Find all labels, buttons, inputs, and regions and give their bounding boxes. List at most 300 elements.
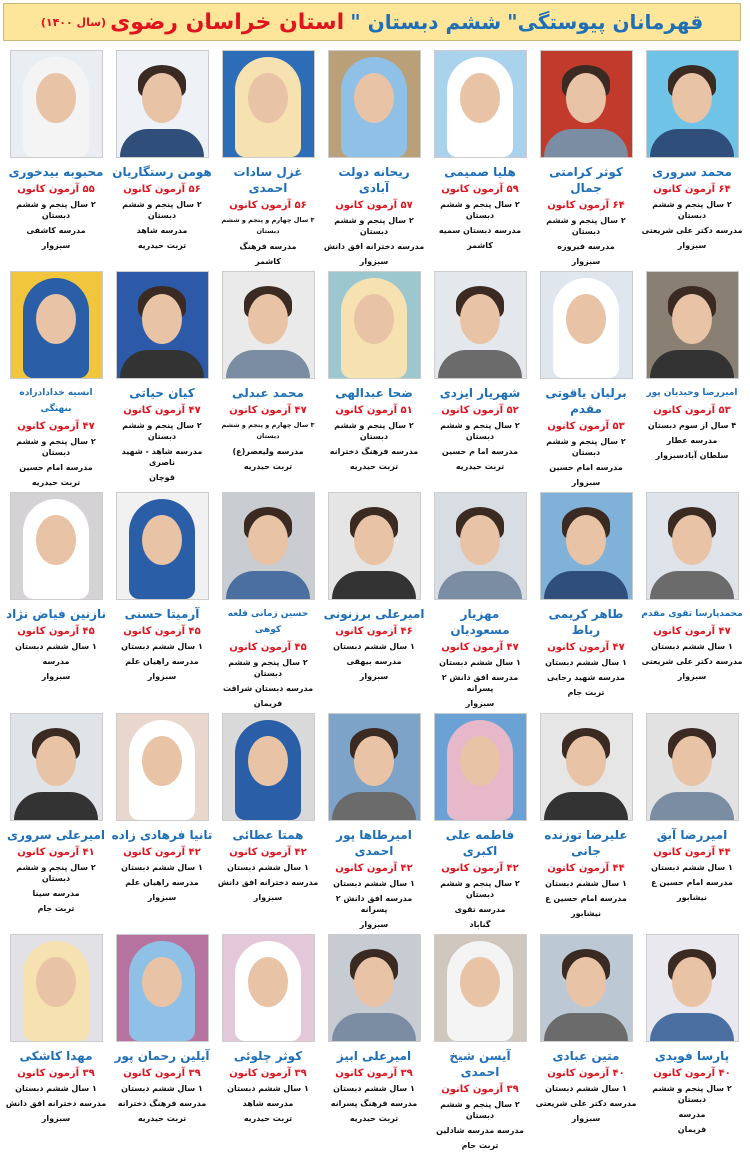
student-photo xyxy=(328,492,421,600)
exam-count: ۴۷ آزمون کانون xyxy=(123,405,201,416)
exam-count: ۴۲ آزمون کانون xyxy=(335,863,413,874)
exam-count: ۴۲ آزمون کانون xyxy=(441,863,519,874)
study-years: ۴ سال از سوم دبستان xyxy=(647,421,737,430)
student-name: غزل سادات احمدی xyxy=(233,165,303,195)
study-years: ۱ سال ششم دبستان xyxy=(333,642,415,651)
study-years: ۲ سال پنجم و ششم دبستان xyxy=(228,658,308,678)
student-photo xyxy=(10,492,103,600)
student-name: طاهر کریمی رباط xyxy=(548,607,624,637)
face-shape xyxy=(36,294,76,344)
student-photo xyxy=(116,271,209,379)
student-card xyxy=(639,50,745,271)
student-card xyxy=(215,271,321,492)
exam-count: ۵۵ آزمون کانون xyxy=(17,184,95,195)
student-name: مهزیار مسعودیان xyxy=(450,607,510,637)
exam-count: ۴۶ آزمون کانون xyxy=(335,626,413,637)
students-grid xyxy=(3,50,745,1155)
school-name: مدرسه افق دانش ۲ پسرانه xyxy=(441,673,519,693)
student-photo xyxy=(10,934,103,1042)
shoulders-shape xyxy=(120,129,204,157)
student-card xyxy=(533,934,639,1155)
exam-count: ۶۴ آزمون کانون xyxy=(547,200,625,211)
exam-count: ۴۷ آزمون کانون xyxy=(653,626,731,637)
student-card xyxy=(109,271,215,492)
face-shape xyxy=(354,73,394,123)
poster-title-banner xyxy=(3,3,741,41)
school-name: مدرسه کاشفی xyxy=(26,226,86,235)
student-name: امیرعلی سروری xyxy=(7,828,105,842)
city-name: تربت حیدریه xyxy=(455,462,505,471)
school-name: مدرسه فرهنگ دخترانه xyxy=(117,1099,207,1108)
student-name: متین عبادی xyxy=(552,1049,620,1063)
face-shape xyxy=(566,73,606,123)
student-photo xyxy=(540,934,633,1042)
school-name: مدرسه دکتر علی شریعتی xyxy=(641,657,743,666)
shoulders-shape xyxy=(332,792,416,820)
student-photo xyxy=(222,50,315,158)
study-years: ۲ سال پنجم و ششم دبستان xyxy=(440,421,520,441)
student-name: انسیه خدادادزاده بنهنگی xyxy=(19,388,93,414)
shoulders-shape xyxy=(438,571,522,599)
student-card xyxy=(215,713,321,934)
student-name: محمد سروری xyxy=(652,165,732,179)
study-years: ۱ سال ششم دبستان xyxy=(227,863,309,872)
student-photo xyxy=(646,271,739,379)
student-name: امیرعلی برزنونی xyxy=(323,607,425,621)
student-name: آیسن شیخ احمدی xyxy=(449,1049,511,1079)
student-card xyxy=(427,713,533,934)
student-photo xyxy=(434,271,527,379)
study-years: ۲ سال پنجم و ششم دبستان xyxy=(16,863,96,883)
student-photo xyxy=(222,713,315,821)
exam-count: ۴۰ آزمون کانون xyxy=(547,1068,625,1079)
student-name: کیان حیاتی xyxy=(129,386,195,400)
student-name: امیرطاها پور احمدی xyxy=(336,828,412,858)
city-name: قوچان xyxy=(149,473,175,482)
student-card xyxy=(533,271,639,492)
student-photo xyxy=(540,492,633,600)
exam-count: ۴۰ آزمون کانون xyxy=(653,1068,731,1079)
city-name: تربت حیدریه xyxy=(349,462,399,471)
face-shape xyxy=(248,736,288,786)
school-name: مدرسه امام حسین ع xyxy=(545,894,627,903)
school-name: مدرسه تقوی xyxy=(454,905,506,914)
face-shape xyxy=(36,957,76,1007)
study-years: ۲ سال پنجم و ششم دبستان xyxy=(652,200,732,220)
student-name: همتا عطائی xyxy=(232,828,304,842)
school-name: مدرسه افق دانش ۲ پسرانه xyxy=(335,894,413,914)
school-name: مدرسه دخترانه افق دانش xyxy=(5,1099,107,1108)
shoulders-shape xyxy=(544,571,628,599)
title-part-province: استان خراسان رضوی xyxy=(110,9,345,35)
shoulders-shape xyxy=(438,350,522,378)
city-name: تربت جام xyxy=(567,688,605,697)
title-part-year: (سال ۱۴۰۰) xyxy=(40,15,107,29)
study-years: ۳ سال چهارم و پنجم و ششم دبستان xyxy=(221,421,315,440)
school-name: مدرسه دبستان سمیه xyxy=(438,226,522,235)
exam-count: ۴۷ آزمون کانون xyxy=(547,642,625,653)
study-years: ۱ سال ششم دبستان xyxy=(121,863,203,872)
face-shape xyxy=(354,294,394,344)
student-photo xyxy=(116,492,209,600)
exam-count: ۵۳ آزمون کانون xyxy=(547,421,625,432)
city-name: تربت حیدریه xyxy=(349,1114,399,1123)
face-shape xyxy=(460,736,500,786)
shoulders-shape xyxy=(544,1013,628,1041)
face-shape xyxy=(566,736,606,786)
student-name: تانیا فرهادی زاده xyxy=(111,828,213,842)
student-card xyxy=(215,934,321,1155)
shoulders-shape xyxy=(226,571,310,599)
study-years: ۱ سال ششم دبستان xyxy=(227,1084,309,1093)
student-name: کوثر چلوئی xyxy=(233,1049,303,1063)
exam-count: ۳۹ آزمون کانون xyxy=(123,1068,201,1079)
school-name: مدرسه شاهد xyxy=(136,226,188,235)
school-name: مدرسه دکتر علی شریعتی xyxy=(641,226,743,235)
study-years: ۲ سال پنجم و ششم دبستان xyxy=(440,200,520,220)
shoulders-shape xyxy=(650,1013,734,1041)
student-photo xyxy=(434,50,527,158)
school-name: مدرسه شهید رجایی xyxy=(547,673,625,682)
exam-count: ۳۹ آزمون کانون xyxy=(229,1068,307,1079)
school-name: مدرسه xyxy=(42,657,70,666)
city-name: تربت حیدریه xyxy=(31,478,81,487)
city-name: گناباد xyxy=(469,920,491,929)
student-photo xyxy=(540,271,633,379)
student-card xyxy=(109,50,215,271)
exam-count: ۶۴ آزمون کانون xyxy=(653,184,731,195)
school-name: مدرسه ولیعصر(ع) xyxy=(232,447,304,456)
study-years: ۱ سال ششم دبستان xyxy=(651,642,733,651)
school-name: مدرسه دخترانه افق دانش xyxy=(217,878,319,887)
shoulders-shape xyxy=(650,571,734,599)
student-card xyxy=(533,50,639,271)
face-shape xyxy=(142,515,182,565)
face-shape xyxy=(36,515,76,565)
city-name: سبزوار xyxy=(147,672,177,681)
face-shape xyxy=(36,736,76,786)
student-name: شهریار ایزدی xyxy=(439,386,521,400)
exam-count: ۴۲ آزمون کانون xyxy=(229,847,307,858)
city-name: سبزوار xyxy=(677,241,707,250)
student-name: برلیان یاقوتی مقدم xyxy=(545,386,627,416)
student-photo xyxy=(540,713,633,821)
school-name: مدرسه مدرسه شادلین xyxy=(436,1126,524,1135)
exam-count: ۴۴ آزمون کانون xyxy=(547,863,625,874)
student-name: نازنین فیاض نژاد xyxy=(5,607,107,621)
study-years: ۲ سال پنجم و ششم دبستان xyxy=(546,216,626,236)
city-name: تربت حیدریه xyxy=(243,1114,293,1123)
student-card xyxy=(321,713,427,934)
face-shape xyxy=(460,73,500,123)
exam-count: ۴۵ آزمون کانون xyxy=(17,626,95,637)
face-shape xyxy=(36,73,76,123)
exam-count: ۴۱ آزمون کانون xyxy=(17,847,95,858)
student-card xyxy=(3,713,109,934)
student-name: هومن رستگاریان xyxy=(112,165,212,179)
exam-count: ۵۶ آزمون کانون xyxy=(229,200,307,211)
city-name: سبزوار xyxy=(359,920,389,929)
exam-count: ۵۱ آزمون کانون xyxy=(335,405,413,416)
city-name: سبزوار xyxy=(571,257,601,266)
face-shape xyxy=(142,73,182,123)
exam-count: ۴۷ آزمون کانون xyxy=(441,642,519,653)
school-name: مدرسه بیهقی xyxy=(346,657,402,666)
school-name: مدرسه عطار xyxy=(666,436,718,445)
shoulders-shape xyxy=(14,792,98,820)
face-shape xyxy=(248,957,288,1007)
student-card xyxy=(3,271,109,492)
exam-count: ۵۶ آزمون کانون xyxy=(123,184,201,195)
city-name: سبزوار xyxy=(677,672,707,681)
shoulders-shape xyxy=(226,350,310,378)
study-years: ۱ سال ششم دبستان xyxy=(545,879,627,888)
student-card xyxy=(427,492,533,713)
study-years: ۱ سال ششم دبستان xyxy=(15,1084,97,1093)
student-photo xyxy=(646,934,739,1042)
student-card xyxy=(533,492,639,713)
shoulders-shape xyxy=(650,129,734,157)
city-name: فریمان xyxy=(253,699,283,708)
school-name: مدرسه فرهنگ xyxy=(239,242,297,251)
student-card xyxy=(321,492,427,713)
city-name: نیشابور xyxy=(676,893,708,902)
school-name: مدرسه دکتر علی شریعتی xyxy=(535,1099,637,1108)
title-part-grade: ششم دبستان " xyxy=(350,10,502,34)
study-years: ۱ سال ششم دبستان xyxy=(333,879,415,888)
city-name: سبزوار xyxy=(465,699,495,708)
student-photo xyxy=(222,271,315,379)
student-name: فاطمه علی اکبری xyxy=(445,828,515,858)
shoulders-shape xyxy=(544,792,628,820)
student-name: امیررضا آبق xyxy=(656,828,728,842)
study-years: ۲ سال پنجم و ششم دبستان xyxy=(440,1100,520,1120)
study-years: ۲ سال پنجم و ششم دبستان xyxy=(122,421,202,441)
school-name: مدرسه دبستان شرافت xyxy=(222,684,314,693)
student-name: حسین زمانی قلعه کوهی xyxy=(227,609,309,635)
city-name: تربت حیدریه xyxy=(137,1114,187,1123)
city-name: سبزوار xyxy=(359,257,389,266)
city-name: تربت حیدریه xyxy=(243,462,293,471)
city-name: تربت جام xyxy=(37,904,75,913)
shoulders-shape xyxy=(332,1013,416,1041)
city-name: سبزوار xyxy=(41,672,71,681)
student-photo xyxy=(328,271,421,379)
study-years: ۲ سال پنجم و ششم دبستان xyxy=(122,200,202,220)
study-years: ۲ سال پنجم و ششم دبستان xyxy=(440,879,520,899)
face-shape xyxy=(460,294,500,344)
face-shape xyxy=(142,957,182,1007)
student-photo xyxy=(116,713,209,821)
study-years: ۲ سال پنجم و ششم دبستان xyxy=(334,216,414,236)
city-name: تربت جام xyxy=(461,1141,499,1150)
student-name: علیرضا توزنده جانی xyxy=(544,828,628,858)
student-photo xyxy=(434,934,527,1042)
study-years: ۱ سال ششم دبستان xyxy=(333,1084,415,1093)
shoulders-shape xyxy=(650,350,734,378)
exam-count: ۵۳ آزمون کانون xyxy=(653,405,731,416)
student-name: هلیا صمیمی xyxy=(444,165,516,179)
school-name: مدرسه دخترانه افق دانش xyxy=(323,242,425,251)
school-name: مدرسه امام حسین xyxy=(19,463,93,472)
student-photo xyxy=(328,934,421,1042)
student-card xyxy=(3,492,109,713)
student-name: امیررضا وحیدیان پور xyxy=(646,388,738,398)
study-years: ۲ سال پنجم و ششم دبستان xyxy=(334,421,414,441)
city-name: سبزوار xyxy=(147,893,177,902)
face-shape xyxy=(672,73,712,123)
student-photo xyxy=(10,713,103,821)
study-years: ۱ سال ششم دبستان xyxy=(121,1084,203,1093)
student-photo xyxy=(222,492,315,600)
school-name: مدرسه xyxy=(678,1110,706,1119)
exam-count: ۵۲ آزمون کانون xyxy=(441,405,519,416)
student-card xyxy=(533,713,639,934)
student-name: آرمیتا حسنی xyxy=(124,607,200,621)
student-name: محمدپارسا تقوی مقدم xyxy=(641,609,743,619)
exam-count: ۳۹ آزمون کانون xyxy=(335,1068,413,1079)
city-name: سبزوار xyxy=(359,672,389,681)
exam-count: ۵۷ آزمون کانون xyxy=(335,200,413,211)
face-shape xyxy=(142,736,182,786)
student-photo xyxy=(116,50,209,158)
shoulders-shape xyxy=(650,792,734,820)
face-shape xyxy=(672,957,712,1007)
face-shape xyxy=(460,515,500,565)
student-card xyxy=(321,271,427,492)
student-name: امیرعلی ابیز xyxy=(336,1049,412,1063)
student-photo xyxy=(646,492,739,600)
student-name: پارسا فویدی xyxy=(654,1049,730,1063)
city-name: سبزوار xyxy=(253,893,283,902)
school-name: مدرسه فرهنگ دخترانه xyxy=(329,447,419,456)
school-name: مدرسه سینا xyxy=(32,889,80,898)
face-shape xyxy=(672,515,712,565)
school-name: مدرسه شاهد - شهید ناصری xyxy=(121,447,203,467)
student-name: ریحانه دولت آبادی xyxy=(338,165,410,195)
study-years: ۲ سال پنجم و ششم دبستان xyxy=(546,437,626,457)
student-card xyxy=(215,50,321,271)
exam-count: ۴۲ آزمون کانون xyxy=(123,847,201,858)
face-shape xyxy=(672,294,712,344)
shoulders-shape xyxy=(332,571,416,599)
study-years: ۱ سال ششم دبستان xyxy=(545,658,627,667)
student-photo xyxy=(434,492,527,600)
city-name: فریمان xyxy=(677,1125,707,1134)
shoulders-shape xyxy=(120,350,204,378)
shoulders-shape xyxy=(544,129,628,157)
student-photo xyxy=(646,50,739,158)
exam-count: ۳۹ آزمون کانون xyxy=(441,1084,519,1095)
exam-count: ۴۴ آزمون کانون xyxy=(653,847,731,858)
student-card xyxy=(427,50,533,271)
exam-count: ۴۷ آزمون کانون xyxy=(229,405,307,416)
city-name: سبزوار xyxy=(571,1114,601,1123)
city-name: تربت حیدریه xyxy=(137,241,187,250)
student-photo xyxy=(540,50,633,158)
school-name: مدرسه امام حسین ع xyxy=(651,878,733,887)
student-name: محمد عبدلی xyxy=(232,386,304,400)
city-name: سبزوار xyxy=(41,241,71,250)
city-name: کاشمر xyxy=(467,241,493,250)
student-card xyxy=(321,934,427,1155)
student-card xyxy=(3,50,109,271)
face-shape xyxy=(142,294,182,344)
student-photo xyxy=(116,934,209,1042)
study-years: ۱ سال ششم دبستان xyxy=(545,1084,627,1093)
exam-count: ۴۵ آزمون کانون xyxy=(123,626,201,637)
study-years: ۱ سال ششم دبستان xyxy=(651,863,733,872)
student-card xyxy=(639,492,745,713)
city-name: سلطان آبادسبزوار xyxy=(655,451,729,460)
face-shape xyxy=(248,73,288,123)
face-shape xyxy=(566,294,606,344)
city-name: نیشابور xyxy=(570,909,602,918)
student-photo xyxy=(222,934,315,1042)
student-card xyxy=(109,934,215,1155)
student-card xyxy=(3,934,109,1155)
school-name: مدرسه فرهنگ پسرانه xyxy=(330,1099,418,1108)
school-name: مدرسه اما م حسین xyxy=(441,447,519,456)
student-card xyxy=(639,271,745,492)
student-name: مهدا کاشکی xyxy=(19,1049,93,1063)
school-name: مدرسه فیروزه xyxy=(557,242,615,251)
student-card xyxy=(639,713,745,934)
study-years: ۲ سال پنجم و ششم دبستان xyxy=(16,437,96,457)
study-years: ۲ سال پنجم و ششم دبستان xyxy=(16,200,96,220)
study-years: ۱ سال ششم دبستان xyxy=(439,658,521,667)
face-shape xyxy=(566,515,606,565)
student-photo xyxy=(646,713,739,821)
exam-count: ۳۹ آزمون کانون xyxy=(17,1068,95,1079)
face-shape xyxy=(354,957,394,1007)
student-card xyxy=(215,492,321,713)
student-card xyxy=(427,934,533,1155)
student-card xyxy=(639,934,745,1155)
school-name: مدرسه شاهد xyxy=(242,1099,294,1108)
school-name: مدرسه راهیان علم xyxy=(125,878,199,887)
face-shape xyxy=(460,957,500,1007)
exam-count: ۴۷ آزمون کانون xyxy=(17,421,95,432)
city-name: سبزوار xyxy=(41,1114,71,1123)
face-shape xyxy=(248,294,288,344)
study-years: ۱ سال ششم دبستان xyxy=(121,642,203,651)
student-photo xyxy=(328,50,421,158)
student-name: کوثر کرامتی جمال xyxy=(549,165,623,195)
face-shape xyxy=(566,957,606,1007)
study-years: ۳ سال چهارم و پنجم و ششم دبستان xyxy=(221,216,315,235)
student-name: ضحا عبدالهی xyxy=(335,386,413,400)
school-name: مدرسه راهیان علم xyxy=(125,657,199,666)
exam-count: ۴۵ آزمون کانون xyxy=(229,642,307,653)
student-name: محبوبه بیدخوری xyxy=(8,165,104,179)
student-card xyxy=(321,50,427,271)
exam-count: ۵۹ آزمون کانون xyxy=(441,184,519,195)
school-name: مدرسه امام حسین xyxy=(549,463,623,472)
city-name: سبزوار xyxy=(571,478,601,487)
student-photo xyxy=(10,271,103,379)
student-card xyxy=(109,713,215,934)
student-photo xyxy=(328,713,421,821)
student-photo xyxy=(434,713,527,821)
student-photo xyxy=(10,50,103,158)
study-years: ۲ سال پنجم و ششم دبستان xyxy=(652,1084,732,1104)
face-shape xyxy=(248,515,288,565)
face-shape xyxy=(354,515,394,565)
city-name: کاشمر xyxy=(255,257,281,266)
student-card xyxy=(109,492,215,713)
student-name: آیلین رحمان پور xyxy=(114,1049,210,1063)
